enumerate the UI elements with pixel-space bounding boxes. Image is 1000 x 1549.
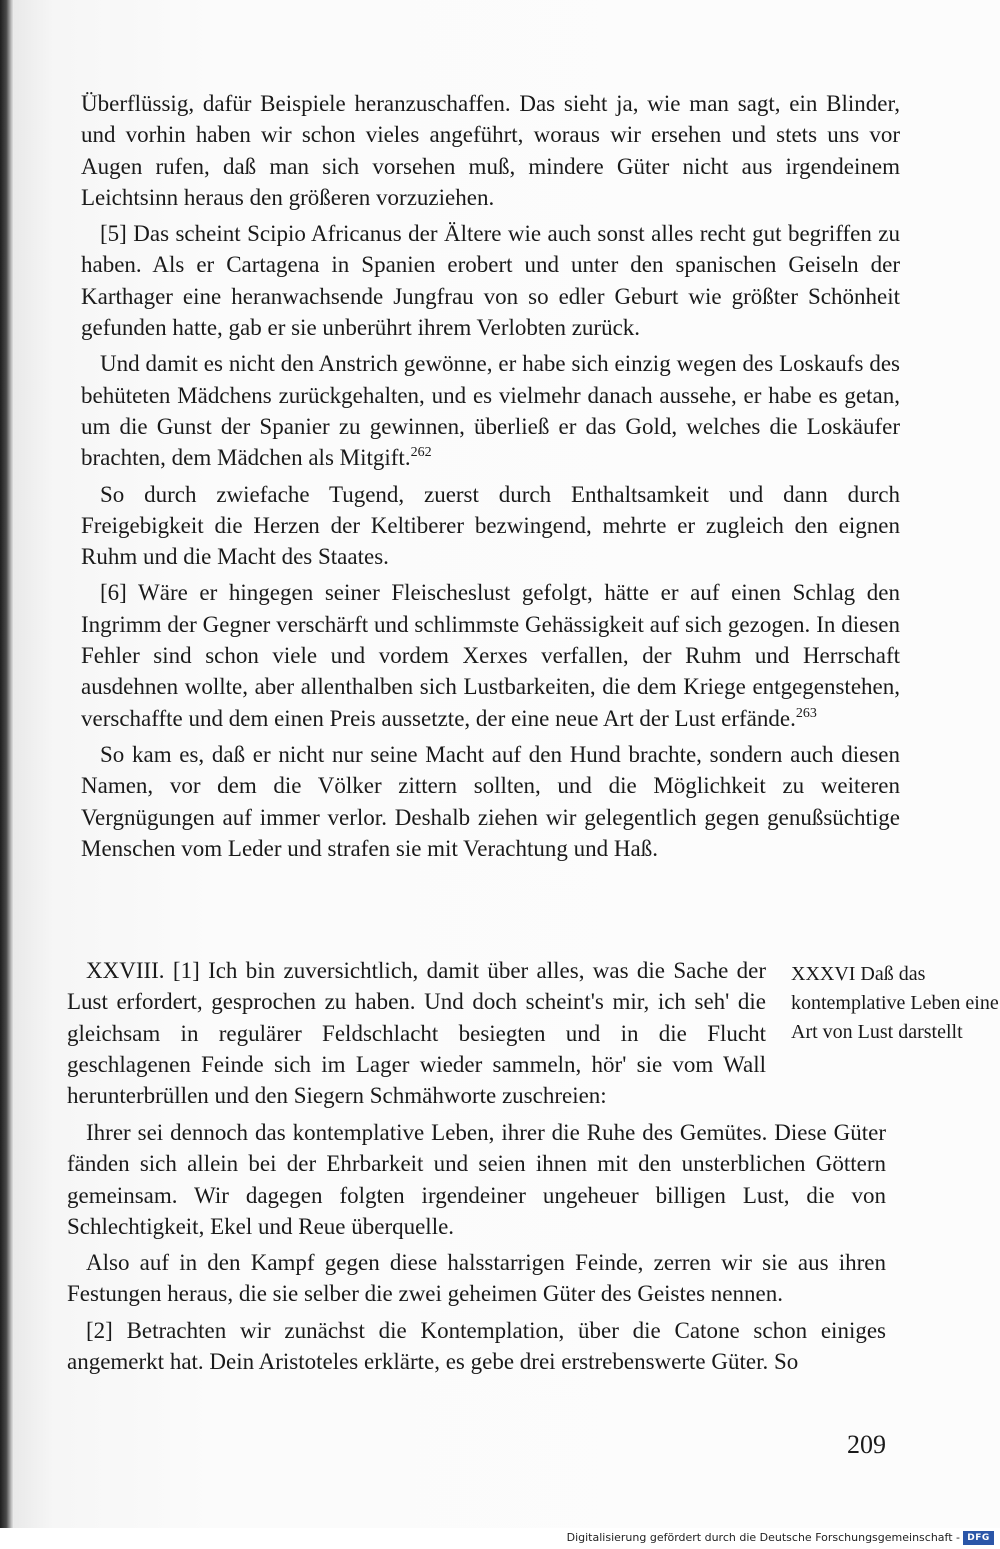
footnote-ref-263: 263 <box>795 705 817 721</box>
paragraph-9: Also auf in den Kampf gegen diese halsstarrigen Feinde, zerren wir sie aus ihren Festungen heraus, die sie selber die zwei geheimen Güter des Geistes nennen. <box>67 1250 886 1307</box>
body-text-lower <box>67 955 766 1111</box>
digitization-footer <box>0 1528 1000 1549</box>
body-text-upper <box>81 88 900 864</box>
page-number: 209 <box>847 1430 886 1459</box>
body-text-lower-continued <box>67 1117 886 1377</box>
paragraph-10: [2] Betrachten wir zunächst die Kontemplation, über die Catone schon einiges angemerkt hat. Dein Aristoteles erklärte, es gebe drei erstrebenswerte Güter. So <box>67 1317 886 1375</box>
footer-credit-text: Digitalisierung gefördert durch die Deutsche Forschungsgemeinschaft - <box>566 1531 960 1544</box>
paragraph-1: Überflüssig, dafür Beispiele heranzuschaffen. Das sieht ja, wie man sagt, ein Blinder, und vorhin haben wir schon vieles angeführt, woraus wir ersehen und stets uns vor Augen rufen, daß man sich vorsehen muß, mindere Güter nicht aus irgendeinem Leichtsinn heraus den größeren vorzuziehen. <box>81 91 900 210</box>
paragraph-6: So kam es, daß er nicht nur seine Macht auf den Hund brachte, sondern auch diesen Namen, vor dem die Völker zittern sollten, und die Möglichkeit zu weiteren Vergnügungen auf immer verlor. Deshalb ziehen wir gelegentlich gegen genußsüchtige Menschen vom Leder und strafen sie mit Verachtung und Haß. <box>81 741 900 861</box>
dfg-logo-icon: DFG <box>963 1531 994 1545</box>
paragraph-3: Und damit es nicht den Anstrich gewönne, er habe sich einzig wegen des Loskaufs des behüteten Mädchens zurückgehalten, und es vielmehr danach aussehe, er habe es getan, um die Gunst der Spanier zu gewinnen, überließ er das Gold, welches die Loskäufer brachten, dem Mädchen als Mitgift.$^{262}$ <box>81 351 900 471</box>
paragraph-2: [5] Das scheint Scipio Africanus der Ältere wie auch sonst alles recht gut begriffen zu haben. Als er Cartagena in Spanien erobert und unter den spanischen Geiseln der Karthager eine heranwachsende Jungfrau von so edler Geburt wie größter Schönheit gefunden hatte, gab er sie unberührt ihrem Verlobten zurück. <box>81 221 900 341</box>
paragraph-7: XXVIII. [1] Ich bin zuversichtlich, damit über alles, was die Sache der Lust erfordert, gesprochen zu haben. Und doch scheint's mir, ich seh' die gleichsam in regulärer Feldschlacht besiegten und in die Flucht geschlagenen Feinde sich im Lager wieder sammeln, hör' sie vom Wall herunterbrüllen und den Siegern Schmähworte zuschreien: <box>67 958 766 1109</box>
margin-note-chapter-xxxvi: XXXVI Daß das kontemplative Leben eine Art von Lust darstellt <box>791 963 999 1043</box>
paragraph-5: [6] Wäre er hingegen seiner Fleischeslust gefolgt, hätte er auf einen Schlag den Ingrimm der Gegner verschärft und schlimmste Gehässigkeit auf sich gezogen. In diesen Fehler sind schon viele und vordem Xerxes verfallen, der Ruhm und Herrschaft ausdehnen wollte, aber allenthalben sich Lustbarkeiten, die dem Kriege entgegenstehen, verschaffte und dem einen Preis aussetzte, der eine neue Art der Lust erfände.$^{263}$ <box>81 580 900 731</box>
footnote-ref-262: 262 <box>410 445 432 461</box>
book-spine-shadow <box>0 0 14 1528</box>
paragraph-4: So durch zwiefache Tugend, zuerst durch Enthaltsamkeit und dann durch Freigebigkeit die Herzen der Keltiberer bezwingend, mehrte er zugleich den eignen Ruhm und die Macht des Staates. <box>81 481 900 570</box>
paragraph-8: Ihrer sei dennoch das kontemplative Leben, ihrer die Ruhe des Gemütes. Diese Güter fänden sich allein bei der Ehrbarkeit und seien ihnen mit den unsterblichen Göttern gemeinsam. Wir dagegen folgten irgendeiner ungeheuer billigen Lust, die von Schlechtigkeit, Ekel und Reue überquelle. <box>67 1120 886 1239</box>
